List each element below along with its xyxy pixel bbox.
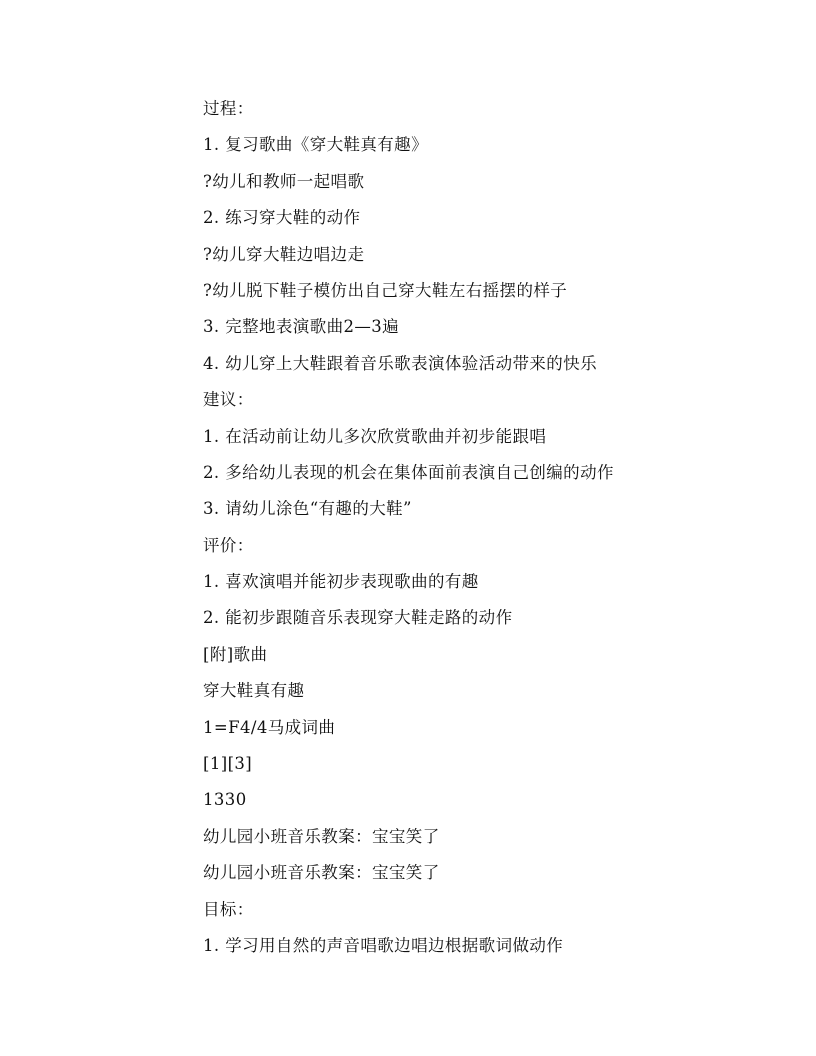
section-heading-process: 过程： <box>203 99 254 118</box>
section-heading-goals: 目标： <box>203 899 254 919</box>
text-line: 1. 在活动前让幼儿多次欣赏歌曲并初步能跟唱 <box>203 426 547 446</box>
text-line: 1. 学习用自然的声音唱歌边唱边根据歌词做动作 <box>203 935 564 955</box>
song-title: 穿大鞋真有趣 <box>203 681 305 701</box>
text-line: 3. 请幼儿涂色“有趣的大鞋” <box>203 499 412 519</box>
appendix-label: [附]歌曲 <box>203 644 268 664</box>
text-line: ?幼儿脱下鞋子模仿出自己穿大鞋左右摇摆的样子 <box>203 280 568 300</box>
text-line: 1. 喜欢演唱并能初步表现歌曲的有趣 <box>203 572 479 592</box>
document-body <box>203 94 763 967</box>
text-line: 1. 复习歌曲《穿大鞋真有趣》 <box>203 135 428 155</box>
text-line: ?幼儿穿大鞋边唱边走 <box>203 244 365 264</box>
text-line: 2. 能初步跟随音乐表现穿大鞋走路的动作 <box>203 608 513 628</box>
text-line: 2. 练习穿大鞋的动作 <box>203 208 361 228</box>
text-line: 4. 幼儿穿上大鞋跟着音乐歌表演体验活动带来的快乐 <box>203 353 597 373</box>
song-key-credits: 1=F4/4马成词曲 <box>203 717 336 737</box>
section-heading-evaluation: 评价： <box>203 535 254 555</box>
lesson-title: 幼儿园小班音乐教案：宝宝笑了 <box>203 826 440 846</box>
text-line: 2. 多给幼儿表现的机会在集体面前表演自己创编的动作 <box>203 462 614 482</box>
text-line: [1][3] <box>203 754 253 774</box>
text-line: 1330 <box>203 790 247 810</box>
section-heading-suggestions: 建议： <box>203 390 254 410</box>
lesson-title: 幼儿园小班音乐教案：宝宝笑了 <box>203 863 440 883</box>
text-line: 3. 完整地表演歌曲2—3遍 <box>203 317 400 337</box>
text-line: ?幼儿和教师一起唱歌 <box>203 171 365 191</box>
